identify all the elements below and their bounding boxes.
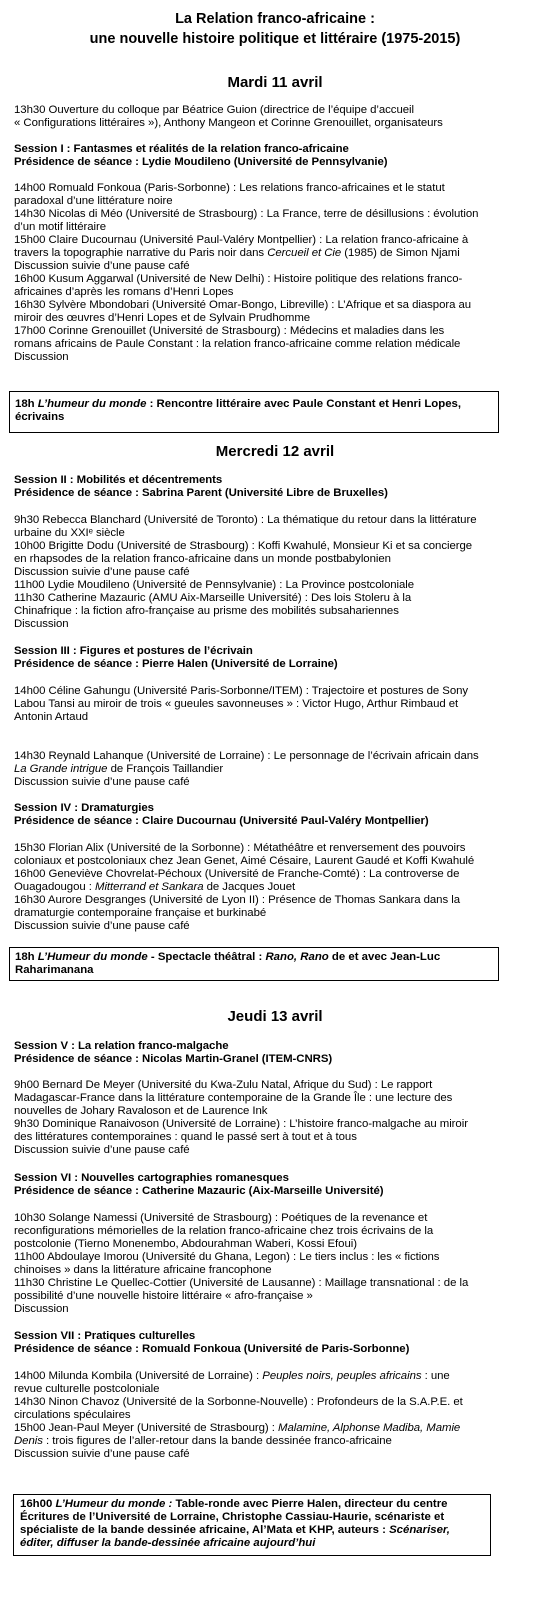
event-line	[15, 398, 461, 411]
program-text: 15h00 Jean-Paul Meyer (Université de Strasbourg) :	[14, 1422, 278, 1434]
event-series: L’humeur du monde	[37, 398, 147, 410]
event-line: écrivains	[15, 411, 65, 423]
program-line: 11h30 Christine Le Quellec-Cottier (Université de Lausanne) : Maillage transnational : de la	[14, 1277, 469, 1289]
program-line: d’un motif littéraire	[14, 221, 107, 233]
program-text: : une	[421, 1370, 450, 1382]
program-text: de François Taillandier	[107, 763, 224, 775]
work-title: Peuples noirs, peuples africains	[262, 1370, 422, 1382]
program-text: Ouagadougou :	[14, 881, 96, 893]
program-text: (1985) de Simon Njami	[341, 247, 460, 259]
program-text: 14h00 Milunda Kombila (Université de Lorraine) :	[14, 1370, 263, 1382]
program-line	[14, 247, 460, 260]
program-line: 14h30 Ninon Chavoz (Université de la Sorbonne-Nouvelle) : Profondeurs de la S.A.P.E. et	[14, 1396, 463, 1408]
event-line: Écritures de l’Université de Lorraine, Christophe Cassiau-Haurie, scénariste et	[20, 1511, 445, 1523]
event-box-thursday	[13, 1494, 491, 1556]
session-title: Session II : Mobilités et décentrements	[14, 474, 223, 486]
program-line: 14h30 Nicolas di Méo (Université de Strasbourg) : La France, terre de désillusions : évolution	[14, 208, 479, 220]
program-line: Discussion suivie d’une pause café	[14, 920, 190, 932]
work-title: Malamine, Alphonse Madiba, Mamie	[278, 1422, 461, 1434]
program-line: 11h30 Catherine Mazauric (AMU Aix-Marseille Université) : Des lois Stoleru à la	[14, 592, 412, 604]
program-line	[14, 1435, 392, 1448]
work-title: Cercueil et Cie	[267, 247, 342, 259]
program-text: : trois figures de l’aller-retour dans la bande dessinée franco-africaine	[42, 1435, 392, 1447]
program-line: 15h30 Florian Alix (Université de la Sorbonne) : Métathéâtre et renversement des pouvoirs	[14, 842, 466, 854]
program-text: travers la topographie narrative du Paris noir dans	[14, 247, 268, 259]
program-line: 14h30 Reynald Lahanque (Université de Lorraine) : Le personnage de l’écrivain africain dans	[14, 750, 479, 762]
program-line: 16h30 Aurore Desgranges (Université de Lyon II) : Présence de Thomas Sankara dans la	[14, 894, 460, 906]
event-time: 18h	[15, 398, 38, 410]
program-line: Discussion suivie d’une pause café	[14, 260, 190, 272]
program-line: paradoxal d’une littérature noire	[14, 195, 173, 207]
program-line: reconfigurations mémorielles de la relation franco-africaine chez trois écrivains de la	[14, 1225, 434, 1237]
work-title: Denis	[14, 1435, 43, 1447]
program-line: Discussion	[14, 351, 69, 363]
program-line: 15h00 Claire Ducournau (Université Paul-Valéry Montpellier) : La relation franco-africaine à	[14, 234, 469, 246]
day-heading-wednesday: Mercredi 12 avril	[215, 443, 335, 460]
event-line: Raharimanana	[15, 964, 94, 976]
session-title: Session I : Fantasmes et réalités de la relation franco-africaine	[14, 143, 349, 155]
program-line: chinoises » dans la littérature africaine francophone	[14, 1264, 272, 1276]
program-line: dramaturgie contemporaine française et burkinabé	[14, 907, 267, 919]
page-title-line-1: La Relation franco-africaine :	[175, 11, 375, 27]
program-text: de Jacques Jouet	[203, 881, 296, 893]
event-series: L’Humeur du monde	[37, 951, 148, 963]
program-line: 9h00 Bernard De Meyer (Université du Kwa-Zulu Natal, Afrique du Sud) : Le rapport	[14, 1079, 433, 1091]
program-line: africaines d’après les romans d’Henri Lopes	[14, 286, 234, 298]
session-title: Session VII : Pratiques culturelles	[14, 1330, 196, 1342]
program-line: urbaine du XXIᵉ siècle	[14, 527, 125, 539]
program-line: 14h00 Céline Gahungu (Université Paris-Sorbonne/ITEM) : Trajectoire et postures de Sony	[14, 685, 469, 697]
program-line	[14, 881, 295, 894]
page-title-line-2: une nouvelle histoire politique et littéraire (1975-2015)	[89, 31, 461, 47]
day-heading-thursday: Jeudi 13 avril	[227, 1008, 323, 1025]
event-text: : Rencontre littéraire avec Paule Constant et Henri Lopes,	[146, 398, 462, 410]
program-line: Discussion suivie d’une pause café	[14, 1448, 190, 1460]
work-title: La Grande intrigue	[14, 763, 108, 775]
day-heading-tuesday: Mardi 11 avril	[227, 74, 323, 91]
program-line: Chinafrique : la fiction afro-française au prisme des mobilités subsahariennes	[14, 605, 399, 617]
program-line: miroir des œuvres d’Henri Lopes et de Sylvain Prudhomme	[14, 312, 311, 324]
program-line: Discussion suivie d’une pause café	[14, 1144, 190, 1156]
event-time: 18h	[15, 951, 38, 963]
event-series: L’Humeur du monde :	[55, 1498, 173, 1510]
program-line: des littératures contemporaines : quand le passé sert à tout et à tous	[14, 1131, 357, 1143]
program-line: « Configurations littéraires »), Anthony Mangeon et Corinne Grenouillet, organisateurs	[14, 117, 443, 129]
event-text: de et avec Jean-Luc	[328, 951, 441, 963]
program-line: revue culturelle postcoloniale	[14, 1383, 160, 1395]
program-line: 11h00 Abdoulaye Imorou (Université du Ghana, Legon) : Le tiers inclus : les « fictions	[14, 1251, 440, 1263]
session-chair: Présidence de séance : Catherine Mazauric (Aix-Marseille Université)	[14, 1185, 384, 1197]
program-line: postcolonie (Tierno Monenembo, Abdourahman Waberi, Kossi Efoui)	[14, 1238, 357, 1250]
session-chair: Présidence de séance : Pierre Halen (Université de Lorraine)	[14, 658, 338, 670]
program-line	[14, 763, 223, 776]
program-line: Discussion suivie d’une pause café	[14, 776, 190, 788]
work-title: éditer, diffuser la bande-dessinée africaine aujourd’hui	[20, 1537, 316, 1549]
event-time: 16h00	[20, 1498, 56, 1510]
program-line: 10h00 Brigitte Dodu (Université de Strasbourg) : Koffi Kwahulé, Monsieur Ki et sa concierge	[14, 540, 473, 552]
program-line: 17h00 Corinne Grenouillet (Université de Strasbourg) : Médecins et maladies dans les	[14, 325, 445, 337]
program-line: Labou Tansi au miroir de trois « gueules savonneuses » : Victor Hugo, Arthur Rimbaud et	[14, 698, 459, 710]
program-line: Discussion	[14, 1303, 69, 1315]
program-line: 10h30 Solange Namessi (Université de Strasbourg) : Poétiques de la revenance et	[14, 1212, 428, 1224]
event-line	[15, 951, 440, 964]
session-chair: Présidence de séance : Sabrina Parent (Université Libre de Bruxelles)	[14, 487, 388, 499]
session-title: Session III : Figures et postures de l’écrivain	[14, 645, 253, 657]
program-line: Antonin Artaud	[14, 711, 89, 723]
program-line: Discussion suivie d’une pause café	[14, 566, 190, 578]
program-line: 16h00 Geneviève Chovrelat-Péchoux (Université de Franche-Comté) : La controverse de	[14, 868, 460, 880]
program-line: 11h00 Lydie Moudileno (Université de Pennsylvanie) : La Province postcoloniale	[14, 579, 415, 591]
program-line: circulations spéculaires	[14, 1409, 131, 1421]
program-line: 16h30 Sylvère Mbondobari (Université Omar-Bongo, Libreville) : L’Afrique et sa diaspora au	[14, 299, 472, 311]
event-line	[20, 1524, 450, 1537]
work-title: Rano, Rano	[265, 951, 329, 963]
event-text: Table-ronde avec Pierre Halen, directeur du centre	[172, 1498, 448, 1510]
session-title: Session VI : Nouvelles cartographies romanesques	[14, 1172, 289, 1184]
program-line: 16h00 Kusum Aggarwal (Université de New Delhi) : Histoire politique des relations franco-	[14, 273, 463, 285]
event-text: spécialiste de la bande dessinée africaine, Al’Mata et KHP, auteurs :	[20, 1524, 390, 1536]
program-line: 13h30 Ouverture du colloque par Béatrice Guion (directrice de l’équipe d’accueil	[14, 104, 414, 116]
event-box-wednesday	[9, 947, 499, 981]
program-line: 14h00 Romuald Fonkoua (Paris-Sorbonne) : Les relations franco-africaines et le statut	[14, 182, 445, 194]
session-title: Session V : La relation franco-malgache	[14, 1040, 229, 1052]
program-line: Discussion	[14, 618, 69, 630]
program-line: 9h30 Rebecca Blanchard (Université de Toronto) : La thématique du retour dans la littérature	[14, 514, 477, 526]
session-chair: Présidence de séance : Nicolas Martin-Granel (ITEM-CNRS)	[14, 1053, 333, 1065]
session-chair: Présidence de séance : Lydie Moudileno (Université de Pennsylvanie)	[14, 156, 388, 168]
event-line	[20, 1537, 315, 1550]
program-line: 9h30 Dominique Ranaivoson (Université de Lorraine) : L’histoire franco-malgache au miroir	[14, 1118, 468, 1130]
program-line: Madagascar-France dans la littérature contemporaine de la Grande Île : une lecture des	[14, 1092, 453, 1104]
event-text: - Spectacle théâtral :	[147, 951, 266, 963]
program-line	[14, 1370, 450, 1383]
session-chair: Présidence de séance : Romuald Fonkoua (Université de Paris-Sorbonne)	[14, 1343, 410, 1355]
work-title: Mitterrand et Sankara	[95, 881, 204, 893]
event-box-tuesday	[9, 391, 499, 433]
program-line: romans africains de Paule Constant : la relation franco-africaine comme relation médicale	[14, 338, 461, 350]
session-chair: Présidence de séance : Claire Ducournau (Université Paul-Valéry Montpellier)	[14, 815, 429, 827]
program-line: en rhapsodes de la relation franco-africaine dans un monde postbabylonien	[14, 553, 391, 565]
program-line: possibilité d’une nouvelle histoire littéraire « afro-française »	[14, 1290, 313, 1302]
event-line	[20, 1498, 448, 1511]
session-title: Session IV : Dramaturgies	[14, 802, 154, 814]
program-line: nouvelles de Johary Ravaloson et de Laurence Ink	[14, 1105, 268, 1117]
program-line	[14, 1422, 460, 1435]
program-line: coloniaux et postcoloniaux chez Jean Genet, Aimé Césaire, Laurent Gaudé et Koffi Kwahulé	[14, 855, 475, 867]
work-title: Scénariser,	[389, 1524, 450, 1536]
